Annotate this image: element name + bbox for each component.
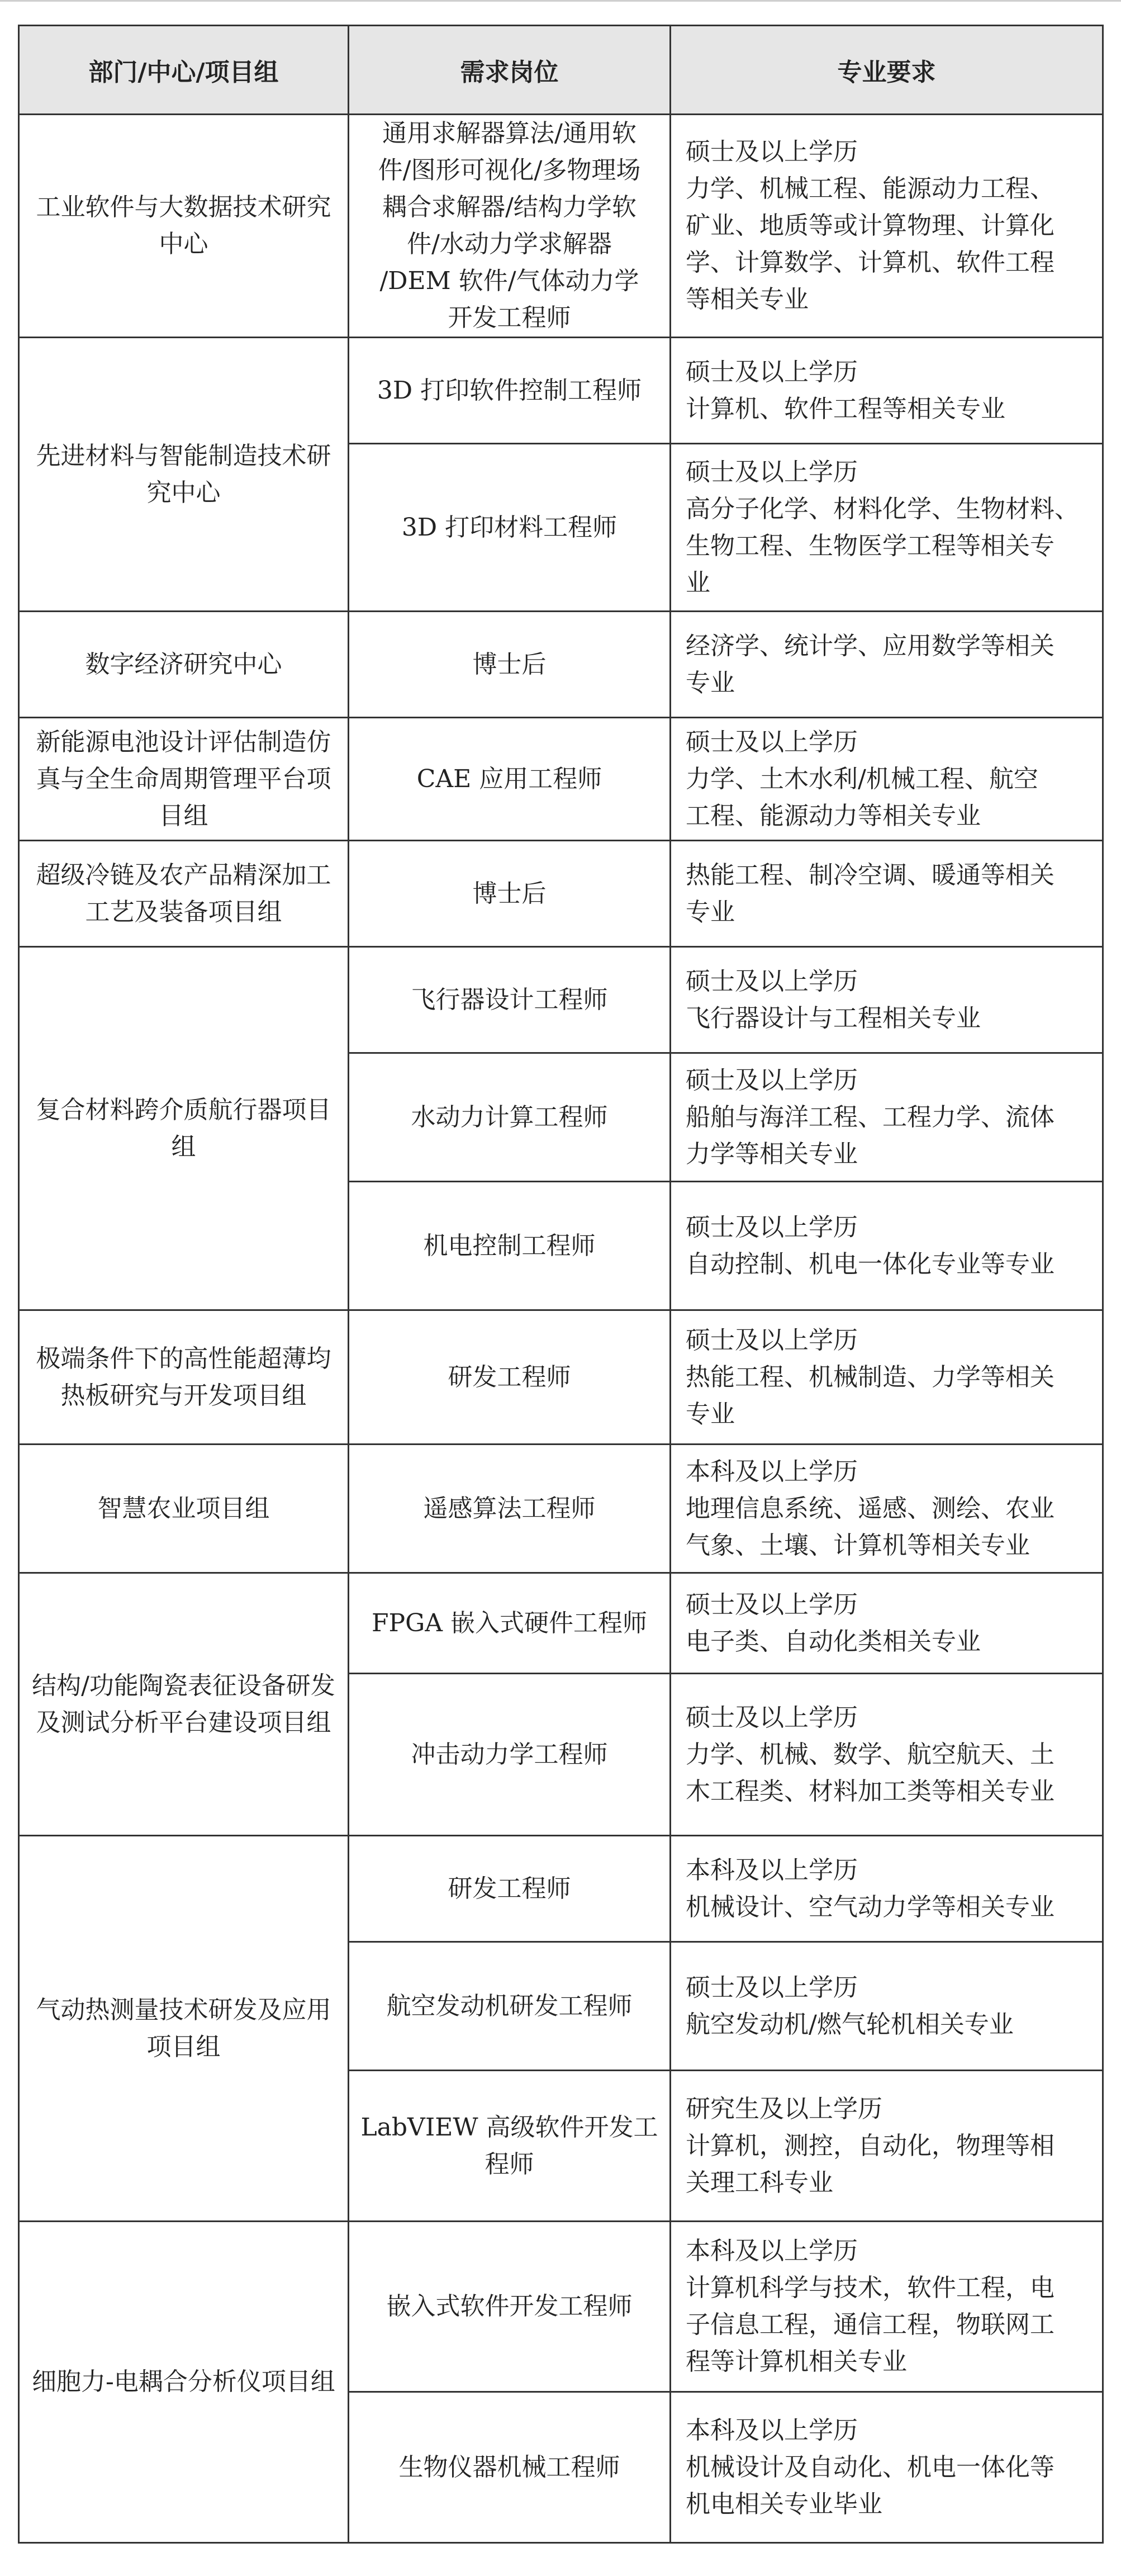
text-line: 航空发动机研发工程师 [386, 1991, 633, 2020]
text-line: 博士后 [472, 650, 547, 679]
text-line: 关理工科专业 [686, 2168, 833, 2197]
dept-cell: 复合材料跨介质航行器项目组 [19, 947, 349, 1310]
dept-cell: 工业软件与大数据技术研究中心 [19, 115, 349, 338]
table-row [19, 1573, 1103, 1674]
post-cell [349, 1836, 671, 1942]
text-line: 研发工程师 [448, 1874, 571, 1903]
requirement-cell [671, 612, 1103, 718]
table-row [19, 947, 1103, 1053]
top-divider [0, 0, 1121, 2]
requirement-cell [671, 115, 1103, 338]
text-line: 开发工程师 [448, 304, 571, 332]
requirement-cell [671, 841, 1103, 947]
text-line: 程师 [484, 2149, 534, 2179]
text-line: 本科及以上学历 [686, 1855, 858, 1884]
text-line: 件/水动力学求解器 [407, 230, 612, 258]
text-line: FPGA 嵌入式硬件工程师 [371, 1608, 648, 1637]
dept-cell: 数字经济研究中心 [19, 612, 349, 718]
table-row [19, 1836, 1103, 1942]
post-cell [349, 2071, 671, 2222]
dept-cell: 超级冷链及农产品精深加工工艺及装备项目组 [19, 841, 349, 947]
text-line: 专业 [686, 668, 735, 697]
text-line: 本科及以上学历 [686, 2416, 858, 2445]
text-line: 电子类、自动化类相关专业 [686, 1627, 981, 1656]
table-row [19, 1445, 1103, 1573]
text-line: 计算机、软件工程等相关专业 [686, 394, 1005, 423]
text-line: 生物工程、生物医学工程等相关专 [686, 531, 1054, 560]
requirement-cell [671, 1310, 1103, 1445]
post-cell [349, 1942, 671, 2071]
text-line: 冲击动力学工程师 [411, 1740, 608, 1769]
text-line: 研究生及以上学历 [686, 2094, 882, 2123]
dept-cell: 极端条件下的高性能超薄均热板研究与开发项目组 [19, 1310, 349, 1445]
requirement-cell [671, 444, 1103, 612]
text-line: 研发工程师 [448, 1362, 571, 1391]
post-cell [349, 1310, 671, 1445]
text-line: 硕士及以上学历 [686, 967, 858, 996]
dept-cell: 细胞力-电耦合分析仪项目组 [19, 2222, 349, 2543]
text-line: 自动控制、机电一体化专业等专业 [686, 1249, 1054, 1278]
text-line: 飞行器设计与工程相关专业 [686, 1003, 981, 1033]
table-row [19, 115, 1103, 338]
text-line: 硕士及以上学历 [686, 1325, 858, 1355]
text-line: 硕士及以上学历 [686, 1703, 858, 1732]
table-row [19, 1310, 1103, 1445]
text-line: 通用求解器算法/通用软 [382, 119, 636, 148]
post-cell [349, 947, 671, 1053]
requirement-cell [671, 947, 1103, 1053]
text-line: 气象、土壤、计算机等相关专业 [686, 1531, 1030, 1560]
text-line: 航空发动机/燃气轮机相关专业 [686, 2010, 1014, 2039]
text-line: 机械设计、空气动力学等相关专业 [686, 1892, 1054, 1921]
requirement-cell [671, 718, 1103, 841]
text-line: 嵌入式软件开发工程师 [386, 2292, 633, 2321]
post-cell [349, 338, 671, 444]
text-line: 专业 [686, 897, 735, 926]
text-line: 机电控制工程师 [423, 1231, 596, 1260]
requirement-cell [671, 2222, 1103, 2392]
requirement-cell [671, 1182, 1103, 1310]
text-line: 程等计算机相关专业 [686, 2347, 907, 2376]
text-line: 博士后 [472, 879, 547, 908]
text-line: 力学、机械工程、能源动力工程、 [686, 174, 1054, 203]
text-line: 机电相关专业毕业 [686, 2489, 882, 2518]
text-line: 力学、土木水利/机械工程、航空 [686, 764, 1038, 793]
requirement-cell [671, 338, 1103, 444]
dept-cell: 气动热测量技术研发及应用项目组 [19, 1836, 349, 2222]
text-line: 遥感算法工程师 [423, 1494, 596, 1523]
text-line: 工程、能源动力等相关专业 [686, 801, 981, 830]
requirement-cell [671, 2392, 1103, 2543]
header-post: 需求岗位 [349, 26, 671, 115]
text-line: 本科及以上学历 [686, 2237, 858, 2265]
post-cell [349, 2392, 671, 2543]
text-line: LabVIEW 高级软件开发工 [360, 2113, 658, 2142]
text-line: 3D 打印软件控制工程师 [377, 376, 642, 405]
text-line: 硕士及以上学历 [686, 727, 858, 756]
table-header-row [19, 26, 1103, 115]
text-line: 木工程类、材料加工类等相关专业 [686, 1777, 1054, 1806]
text-line: 地理信息系统、遥感、测绘、农业 [686, 1494, 1054, 1523]
post-cell [349, 115, 671, 338]
text-line: 本科及以上学历 [686, 1457, 858, 1486]
text-line: 船舶与海洋工程、工程力学、流体 [686, 1102, 1054, 1131]
requirement-cell [671, 2071, 1103, 2222]
requirement-cell [671, 1445, 1103, 1573]
text-line: /DEM 软件/气体动力学 [379, 267, 639, 295]
text-line: 经济学、统计学、应用数学等相关 [686, 631, 1054, 660]
requirement-cell [671, 1836, 1103, 1942]
requirement-cell [671, 1942, 1103, 2071]
text-line: 硕士及以上学历 [686, 1973, 858, 2002]
post-cell [349, 1053, 671, 1182]
text-line: CAE 应用工程师 [416, 764, 602, 793]
requirement-cell [671, 1674, 1103, 1836]
dept-cell: 先进材料与智能制造技术研究中心 [19, 338, 349, 612]
post-cell [349, 841, 671, 947]
requirement-cell [671, 1573, 1103, 1674]
recruitment-table [18, 25, 1104, 2544]
post-cell [349, 1674, 671, 1836]
text-line: 硕士及以上学历 [686, 1590, 858, 1619]
table-row [19, 2222, 1103, 2392]
text-line: 力学、机械、数学、航空航天、土 [686, 1740, 1054, 1769]
text-line: 热能工程、机械制造、力学等相关 [686, 1362, 1054, 1391]
text-line: 水动力计算工程师 [411, 1102, 608, 1131]
dept-cell: 结构/功能陶瓷表征设备研发及测试分析平台建设项目组 [19, 1573, 349, 1836]
dept-cell: 智慧农业项目组 [19, 1445, 349, 1573]
text-line: 子信息工程，通信工程，物联网工 [686, 2310, 1054, 2339]
text-line: 计算机科学与技术，软件工程，电 [686, 2274, 1054, 2302]
text-line: 等相关专业 [686, 285, 809, 314]
table-row [19, 338, 1103, 444]
post-cell [349, 2222, 671, 2392]
text-line: 学、计算数学、计算机、软件工程 [686, 248, 1054, 277]
text-line: 耦合求解器/结构力学软 [382, 193, 636, 221]
text-line: 硕士及以上学历 [686, 1066, 858, 1095]
text-line: 硕士及以上学历 [686, 357, 858, 386]
text-line: 飞行器设计工程师 [411, 985, 608, 1014]
text-line: 硕士及以上学历 [686, 457, 858, 486]
text-line: 业 [686, 568, 710, 597]
text-line: 生物仪器机械工程师 [398, 2452, 620, 2482]
dept-cell: 新能源电池设计评估制造仿真与全生命周期管理平台项目组 [19, 718, 349, 841]
header-req: 专业要求 [671, 26, 1103, 115]
text-line: 机械设计及自动化、机电一体化等 [686, 2452, 1054, 2482]
text-line: 力学等相关专业 [686, 1139, 858, 1168]
text-line: 件/图形可视化/多物理场 [378, 156, 641, 184]
text-line: 热能工程、制冷空调、暖通等相关 [686, 860, 1054, 889]
text-line: 硕士及以上学历 [686, 138, 858, 166]
text-line: 矿业、地质等或计算物理、计算化 [686, 211, 1054, 240]
text-line: 计算机，测控，自动化，物理等相 [686, 2131, 1054, 2160]
post-cell [349, 444, 671, 612]
post-cell [349, 718, 671, 841]
post-cell [349, 612, 671, 718]
table-row [19, 841, 1103, 947]
header-dept: 部门/中心/项目组 [19, 26, 349, 115]
text-line: 3D 打印材料工程师 [401, 513, 618, 542]
requirement-cell [671, 1053, 1103, 1182]
table-row [19, 718, 1103, 841]
post-cell [349, 1573, 671, 1674]
post-cell [349, 1182, 671, 1310]
text-line: 专业 [686, 1399, 735, 1428]
text-line: 硕士及以上学历 [686, 1213, 858, 1242]
table-row [19, 612, 1103, 718]
post-cell [349, 1445, 671, 1573]
text-line: 高分子化学、材料化学、生物材料、 [686, 494, 1079, 523]
